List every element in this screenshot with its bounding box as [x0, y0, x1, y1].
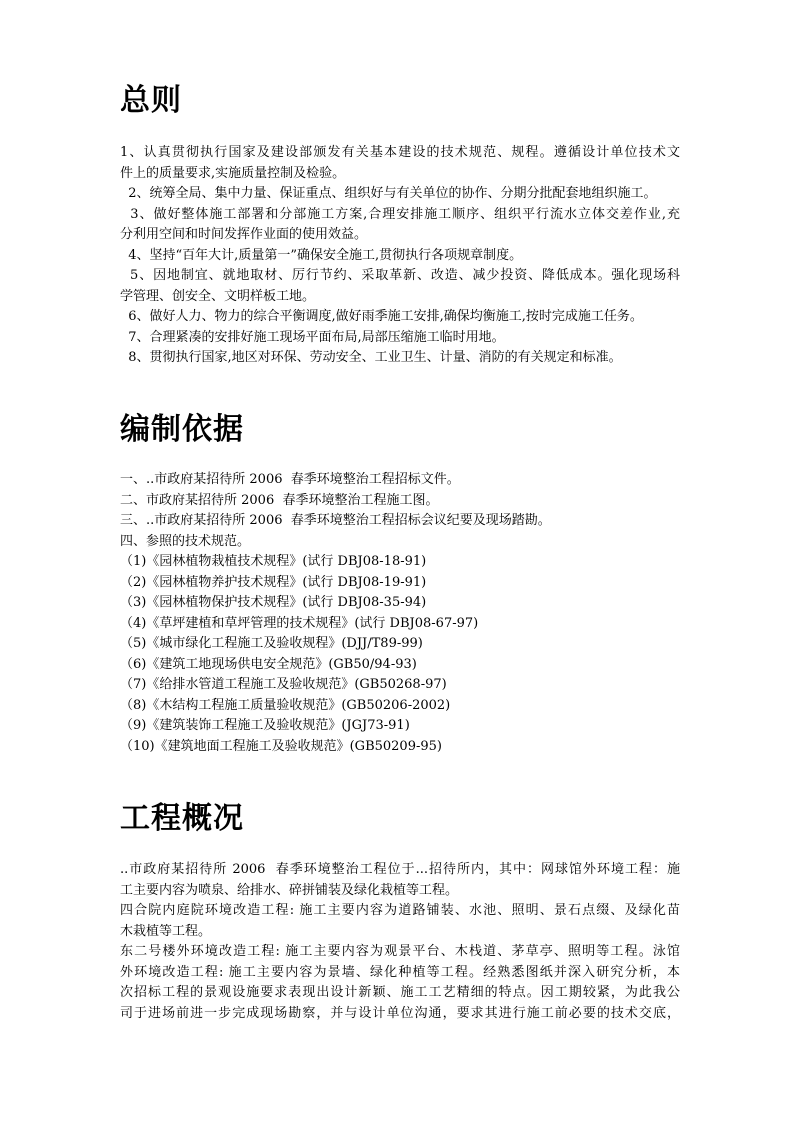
text-line: 5、因地制宜、就地取材、厉行节约、采取革新、改造、减少投资、降低成本。强化现场科	[120, 268, 680, 283]
compilation-basis-list	[120, 470, 680, 757]
list-item: 二、市政府某招待所 2006 春季环境整治工程施工图。	[120, 492, 439, 508]
text-line: 8、贯彻执行国家,地区对环保、劳动安全、工业卫生、计量、消防的有关规定和标准。	[120, 350, 622, 365]
spec-item: （3)《园林植物保护技术规程》(试行 DBJ08-35-94)	[120, 595, 427, 610]
text-line: 四合院内庭院环境改造工程: 施工主要内容为道路铺装、水池、照明、景石点缀、及绿化苗	[120, 903, 680, 918]
text-line: 件上的质量要求,实施质量控制及检验。	[120, 165, 346, 181]
text-line: 工主要内容为喷泉、给排水、碎拼铺装及绿化栽植等工程。	[120, 882, 459, 898]
spec-item: （1)《园林植物栽植技术规程》(试行 DBJ08-18-91)	[120, 554, 427, 569]
text-line: 分利用空间和时间发挥作业面的使用效益。	[120, 227, 368, 242]
text-line: 3、做好整体施工部署和分部施工方案,合理安排施工顺序、组织平行流水立体交差作业,充	[120, 206, 680, 222]
spec-item: （2)《园林植物养护技术规程》(试行 DBJ08-19-91)	[120, 574, 427, 590]
text-line: ..市政府某招待所 2006 春季环境整治工程位于...招待所内，其中：网球馆外环境工程：施	[120, 862, 680, 877]
general-principles-text	[120, 143, 680, 369]
project-overview-text	[120, 860, 680, 1024]
text-line: 木栽植等工程。	[120, 923, 212, 939]
spec-item: （8)《木结构工程施工质量验收规范》(GB50206-2002)	[120, 697, 451, 713]
text-line: 6、做好人力、物力的综合平衡调度,做好雨季施工安排,确保均衡施工,按时完成施工任务。	[120, 309, 643, 324]
spec-item: （5)《城市绿化工程施工及验收规程》(DJJ/T89-99)	[120, 636, 423, 651]
spec-item: （9)《建筑装饰工程施工及验收规范》(JGJ73-91)	[120, 718, 410, 733]
list-item: 三、..市政府某招待所 2006 春季环境整治工程招标会议纪要及现场踏勘。	[120, 513, 551, 528]
section-title-overview: 工程概况	[120, 801, 244, 836]
text-line: 1、认真贯彻执行国家及建设部颁发有关基本建设的技术规范、规程。遵循设计单位技术文	[120, 145, 680, 160]
spec-item: （10)《建筑地面工程施工及验收规范》(GB50209-95)	[120, 738, 442, 754]
list-item: 一、..市政府某招待所 2006 春季环境整治工程招标文件。	[120, 472, 460, 487]
text-line: 外环境改造工程: 施工主要内容为景墙、绿化种植等工程。经熟悉图纸并深入研究分析，本	[120, 964, 680, 980]
text-line: 次招标工程的景观设施要求表现出设计新颖、施工工艺精细的特点。因工期较紧，为此我公	[120, 985, 680, 1000]
text-line: 学管理、创安全、文明样板工地。	[120, 288, 316, 304]
text-line: 2、统筹全局、集中力量、保证重点、组织好与有关单位的协作、分期分批配套地组织施工。	[120, 186, 657, 201]
text-line: 东二号楼外环境改造工程: 施工主要内容为观景平台、木栈道、茅草亭、照明等工程。泳馆	[120, 944, 680, 959]
list-item: 四、参照的技术规范。	[120, 533, 251, 549]
spec-item: （6)《建筑工地现场供电安全规范》(GB50/94-93)	[120, 656, 417, 672]
section-title-general: 总则	[120, 83, 182, 118]
section-title-basis: 编制依据	[120, 412, 244, 447]
text-line: 司于进场前进一步完成现场勘察，并与设计单位沟通，要求其进行施工前必要的技术交底，	[120, 1005, 680, 1021]
text-line: 7、合理紧凑的安排好施工现场平面布局,局部压缩施工临时用地。	[120, 329, 505, 345]
spec-item: （7)《给排水管道工程施工及验收规范》(GB50268-97)	[120, 677, 447, 692]
text-line: 4、坚持“百年大计,质量第一”确保安全施工,贯彻执行各项规章制度。	[120, 247, 523, 263]
spec-item: （4)《草坪建植和草坪管理的技术规程》(试行 DBJ08-67-97)	[120, 615, 479, 631]
